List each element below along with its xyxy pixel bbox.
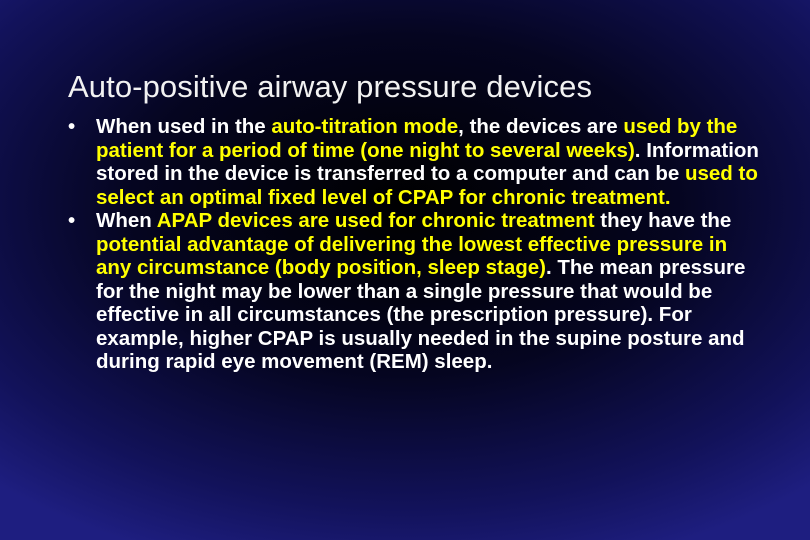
- text-segment: . Information stored in the device is transferred to a computer and can be: [96, 138, 759, 185]
- bullet-dot-icon: •: [68, 209, 76, 232]
- bullet-list: [68, 115, 768, 374]
- bullet-item: [68, 115, 768, 209]
- slide-title: Auto-positive airway pressure devices: [68, 68, 593, 104]
- text-segment: . The mean pressure for the night may be lower than a single pressure that would be effective in all circumstances (the prescription pressure). For example, higher CPAP is usually needed in the supine posture and during rapid eye movement (REM) sleep.: [96, 256, 746, 373]
- bullet-dot-icon: •: [68, 115, 76, 138]
- text-segment: When used in the: [96, 115, 272, 138]
- highlighted-text-segment: potential advantage of delivering the lowest effective pressure in any circumstance (body position, sleep stage): [96, 232, 728, 279]
- text-segment: , the devices are: [458, 115, 624, 138]
- highlighted-text-segment: auto-titration mode: [271, 115, 459, 138]
- highlighted-text-segment: used by the patient for a period of time (one night to several weeks): [96, 115, 738, 162]
- bullet-item: [68, 209, 768, 374]
- text-segment: When: [96, 209, 157, 232]
- highlighted-text-segment: APAP devices are used for chronic treatment: [156, 209, 595, 232]
- text-segment: they have the: [594, 209, 732, 232]
- highlighted-text-segment: used to select an optimal fixed level of CPAP for chronic treatment.: [96, 162, 758, 209]
